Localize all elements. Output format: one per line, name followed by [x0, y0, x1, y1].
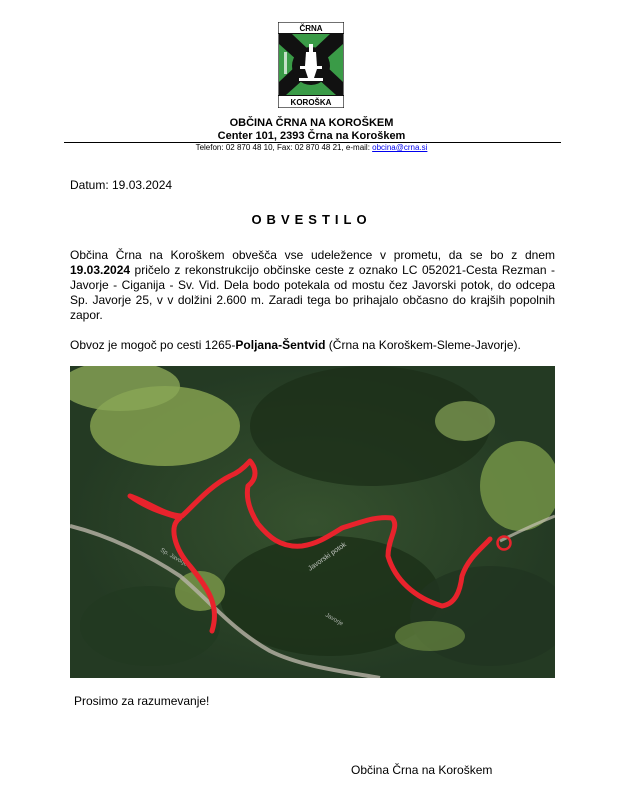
signature: Občina Črna na Koroškem — [351, 763, 493, 777]
svg-text:Javorski potok: Javorski potok — [307, 541, 348, 573]
start-date: 19.03.2024 — [70, 263, 131, 277]
email-link[interactable]: obcina@crna.si — [372, 143, 428, 152]
announcement-paragraph — [70, 248, 555, 323]
paragraph-end: pričelo z rekonstrukcijo občinske ceste z oznako LC 052021-Cesta Rezman - Javorje - Ciganija - Sv. Vid. Dela bodo potekala od mostu čez Javorski potok, do odcepa Sp. Javorje 25, v v dolžini 2.600 m. Zaradi tega bo prihajalo občasno do krajših popolnih zapor. — [70, 263, 555, 322]
svg-text:Javorje: Javorje — [324, 612, 344, 628]
contact-line — [0, 143, 623, 152]
detour-paragraph — [70, 338, 521, 352]
contact-text: Telefon: 02 870 48 10, Fax: 02 870 48 21, e-mail: — [195, 143, 373, 152]
paragraph-start: Občina Črna na Koroškem obvešča vse udeležence v prometu, da se bo z dnem — [70, 248, 555, 262]
closing-text: Prosimo za razumevanje! — [74, 694, 210, 708]
document-title: OBVESTILO — [251, 212, 372, 227]
route-map — [70, 366, 555, 678]
logo-top-text: ČRNA — [299, 24, 323, 33]
detour-road: Poljana-Šentvid — [235, 338, 326, 352]
svg-text:Sp. Javorje: Sp. Javorje — [159, 547, 188, 568]
document-date: Datum: 19.03.2024 — [70, 178, 173, 192]
detour-end: (Črna na Koroškem-Sleme-Javorje). — [325, 338, 521, 352]
detour-start: Obvoz je mogoč po cesti 1265- — [70, 338, 236, 352]
logo-bottom-text: KOROŠKA — [290, 98, 332, 107]
municipality-address: Center 101, 2393 Črna na Koroškem — [217, 130, 406, 142]
municipality-name: OBČINA ČRNA NA KOROŠKEM — [229, 117, 394, 129]
municipality-logo — [278, 22, 344, 108]
